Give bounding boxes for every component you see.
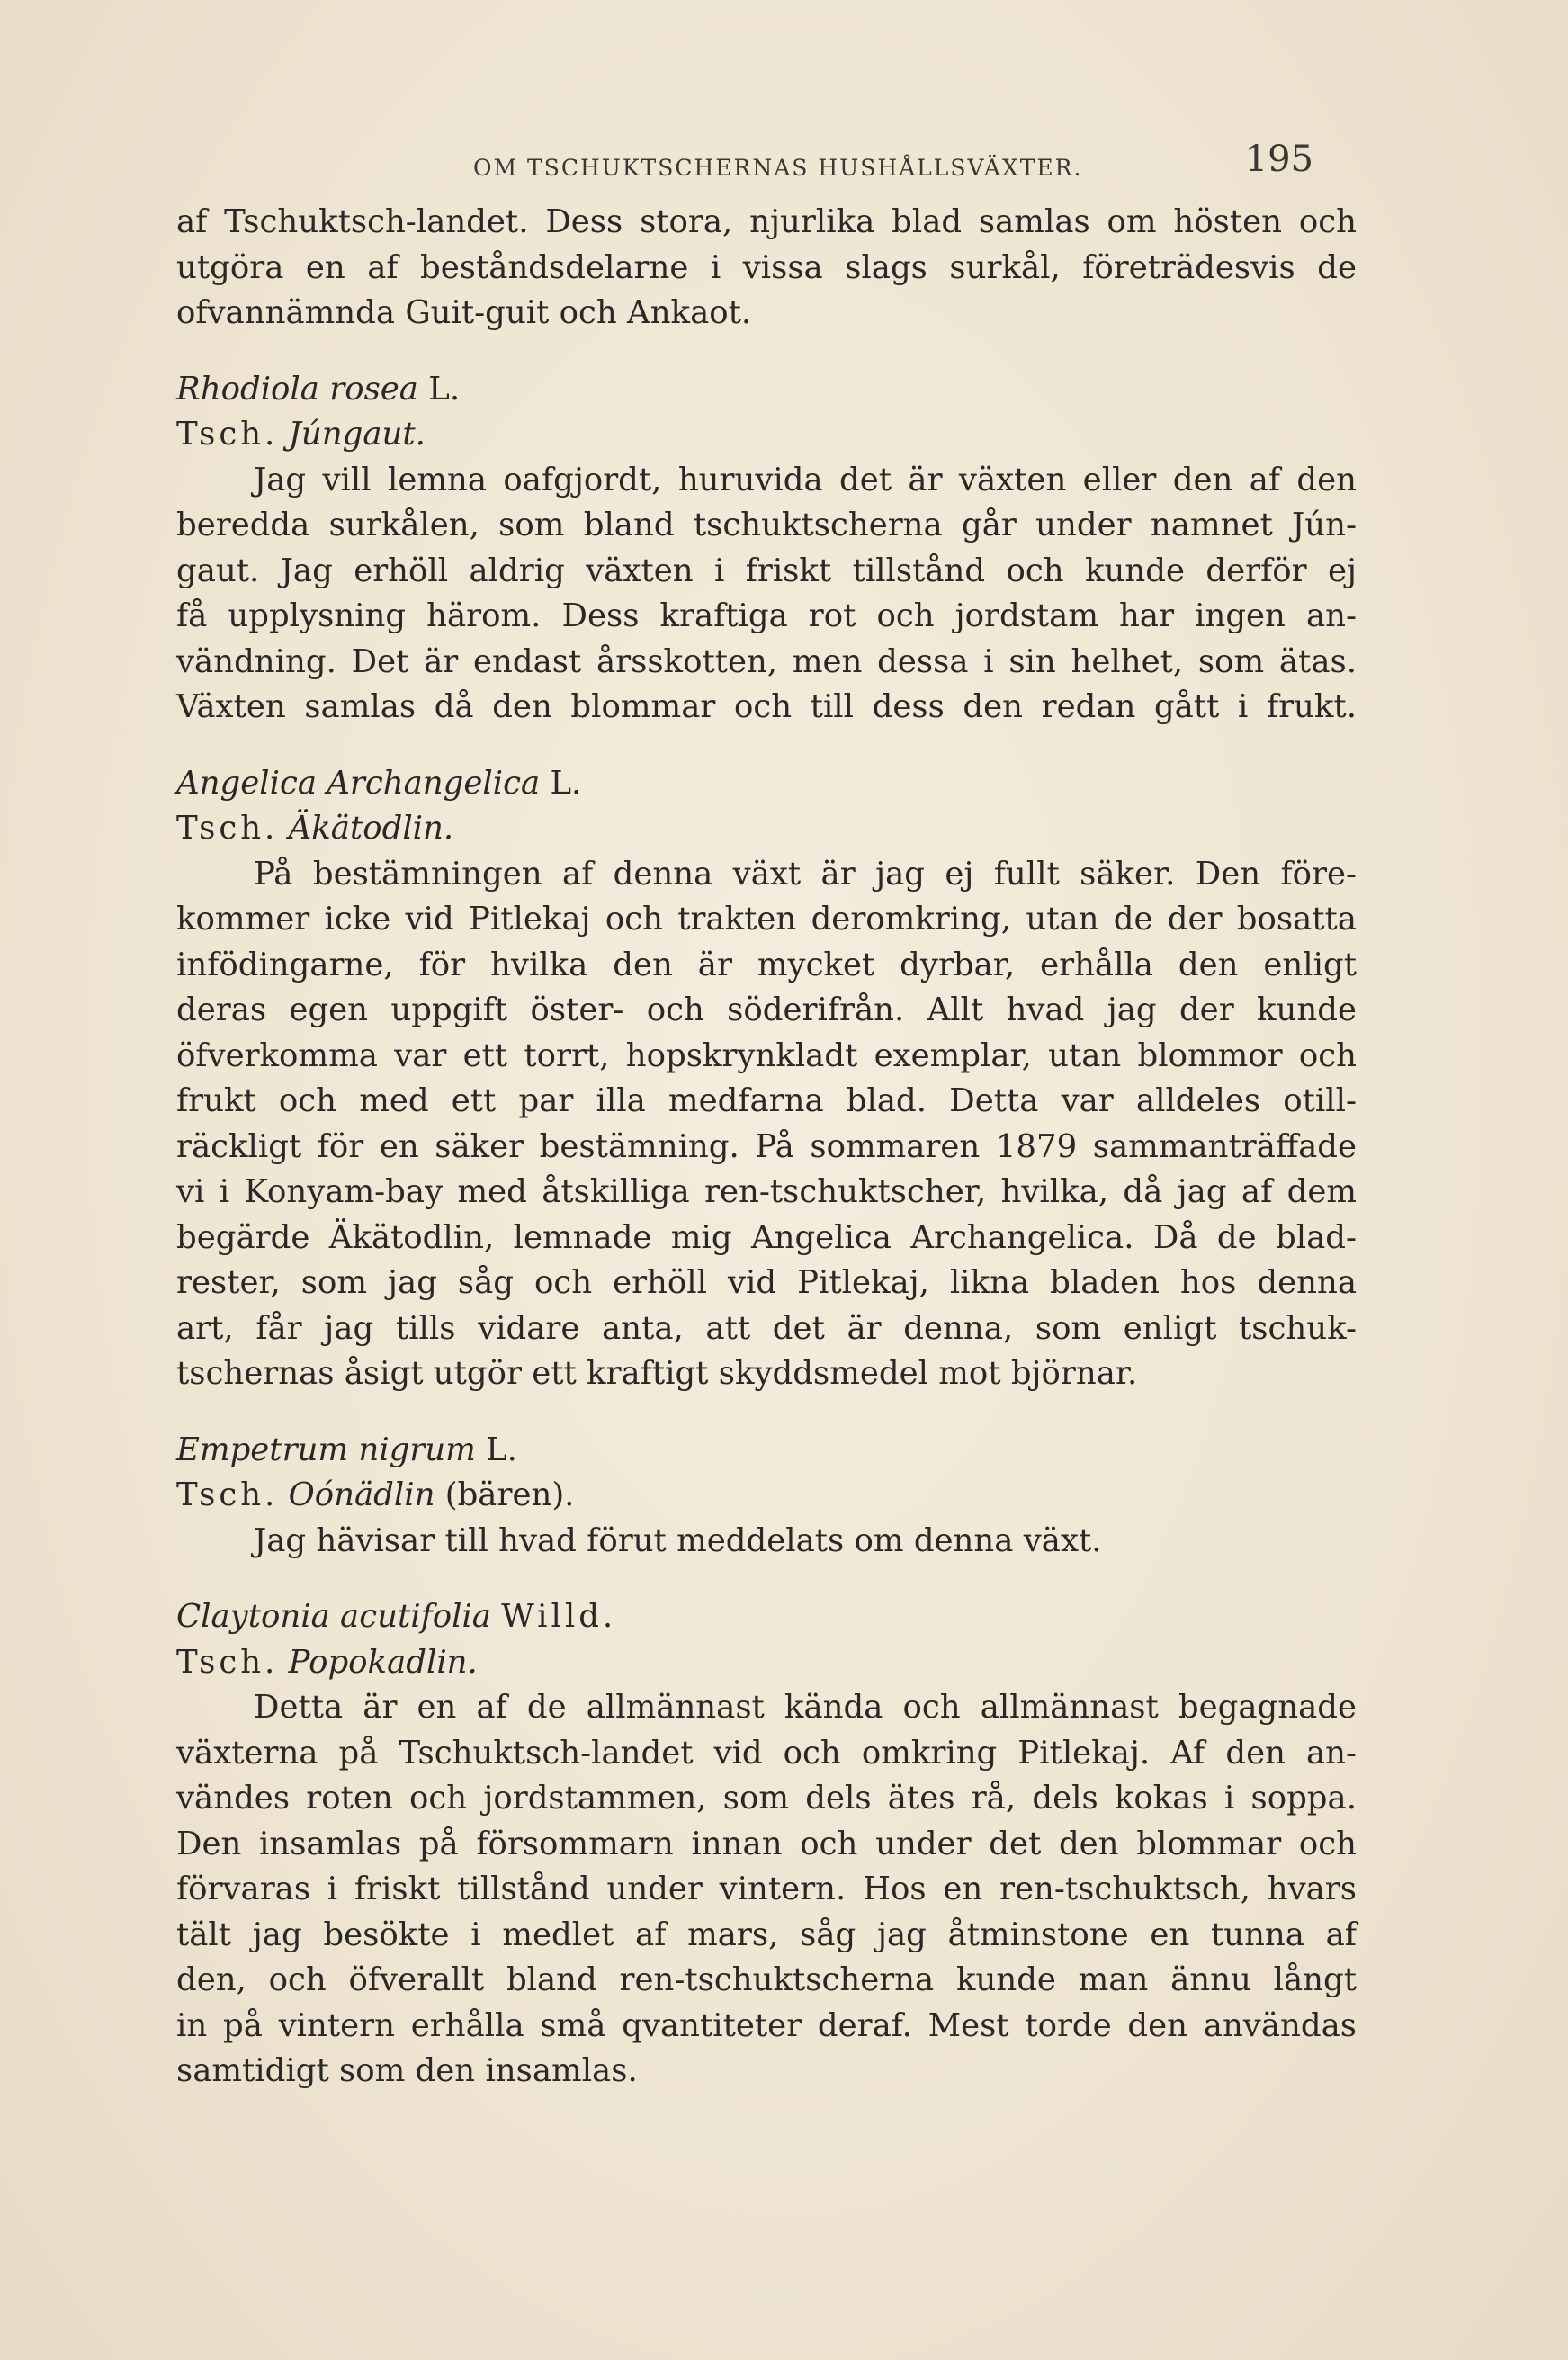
paragraph-line: Den insamlas på försommarn innan och under det den blommar och: [176, 1825, 1357, 1862]
tsch-label: Tsch.: [176, 1476, 279, 1513]
page-header: [176, 126, 1357, 200]
species-entry: [176, 1428, 1357, 1565]
paragraph-line: vändning. Det är endast årsskotten, men dessa i sin helhet, som ätas.: [176, 642, 1357, 680]
species-authority: L.: [428, 370, 461, 408]
native-name-line: [176, 412, 1357, 458]
species-entry: [176, 367, 1357, 731]
paragraph-line: På bestämningen af denna växt är jag ej fullt säker. Den före-: [254, 855, 1357, 893]
paragraph-line: samtidigt som den insamlas.: [176, 2052, 638, 2089]
native-name: Júngaut.: [288, 416, 426, 453]
paragraph-line: tält jag besökte i medlet af mars, såg jag åtminstone en tunna af: [176, 1916, 1357, 1953]
paragraph-line: vändes roten och jordstammen, som dels ätes rå, dels kokas i soppa.: [176, 1780, 1357, 1817]
species-name: Angelica Archangelica: [176, 764, 541, 802]
species-authority: L.: [550, 764, 582, 802]
species-heading: [176, 761, 1357, 807]
species-entry: [176, 761, 1357, 1397]
paragraph-line: infödingarne, för hvilka den är mycket dyrbar, erhålla den enligt: [176, 946, 1357, 983]
native-name: Popokadlin.: [288, 1643, 478, 1681]
running-title: OM TSCHUKTSCHERNAS HUSHÅLLSVÄXTER.: [473, 155, 1083, 181]
paragraph-line: art, får jag tills vidare anta, att det är denna, som enligt tschuk-: [176, 1309, 1357, 1347]
paragraph-line: få upplysning härom. Dess kraftiga rot och jordstam har ingen an-: [176, 597, 1357, 634]
native-name: Oónädlin: [288, 1476, 435, 1513]
paragraph-line: beredda surkålen, som bland tschuktscherna går under namnet Jún-: [176, 507, 1357, 543]
paragraph-line: kommer icke vid Pitlekaj och trakten deromkring, utan de der bosatta: [176, 901, 1357, 938]
species-name: Rhodiola rosea: [176, 370, 418, 408]
species-heading: [176, 1428, 1357, 1474]
paragraph-line: rester, som jag såg och erhöll vid Pitlekaj, likna bladen hos denna: [176, 1264, 1357, 1301]
paragraph-line: gaut. Jag erhöll aldrig växten i friskt tillstånd och kunde derför ej: [176, 552, 1357, 589]
paragraph-line: tschernas åsigt utgör ett kraftigt skyddsmedel mot björnar.: [176, 1355, 1138, 1392]
page-number: 195: [1244, 139, 1313, 180]
native-name-line: [176, 806, 1357, 852]
page-text-block: [176, 126, 1357, 2095]
tsch-label: Tsch.: [176, 416, 279, 453]
paragraph-line: Jag hävisar till hvad förut meddelats om denna växt.: [254, 1521, 1102, 1559]
paragraph-line: Växten samlas då den blommar och till dess den redan gått i frukt.: [176, 688, 1357, 725]
paragraph-line: räckligt för en säker bestämning. På sommaren 1879 sammanträffade: [176, 1127, 1357, 1165]
paragraph-line: vi i Konyam-bay med åtskilliga ren-tschuktscher, hvilka, då jag af dem: [176, 1173, 1357, 1210]
species-entry: [176, 1594, 1357, 2095]
paragraph-line: förvaras i friskt tillstånd under vintern. Hos en ren-tschuktsch, hvars: [176, 1871, 1357, 1907]
species-authority: L.: [486, 1431, 517, 1468]
paragraph-line: Detta är en af de allmännast kända och allmännast begagnade: [254, 1689, 1357, 1726]
intro-paragraph: [176, 200, 1357, 337]
species-heading: [176, 1594, 1357, 1640]
tsch-label: Tsch.: [176, 810, 279, 847]
paragraph-line: begärde Äkätodlin, lemnade mig Angelica Archangelica. Då de blad-: [176, 1218, 1357, 1256]
tsch-label: Tsch.: [176, 1643, 279, 1681]
native-name-line: [176, 1640, 1357, 1686]
species-heading: [176, 367, 1357, 413]
paragraph-line: frukt och med ett par illa medfarna blad. Detta var alldeles otill-: [176, 1082, 1357, 1119]
paragraph-line: deras egen uppgift öster- och söderifrån. Allt hvad jag der kunde: [176, 992, 1357, 1028]
paragraph-line: ofvannämnda Guit-guit och Ankaot.: [176, 294, 752, 331]
paragraph-line: utgöra en af beståndsdelarne i vissa slags surkål, företrädesvis de: [176, 248, 1357, 286]
species-name: Empetrum nigrum: [176, 1431, 476, 1468]
paragraph-line: Jag vill lemna oafgjordt, huruvida det är växten eller den af den: [254, 461, 1357, 498]
paragraph-line: den, och öfverallt bland ren-tschuktscherna kunde man ännu långt: [176, 1961, 1357, 1998]
native-name-line: [176, 1473, 1357, 1519]
native-suffix: (bären).: [435, 1476, 575, 1513]
paragraph-line: växterna på Tschuktsch-landet vid och omkring Pitlekaj. Af den an-: [176, 1734, 1357, 1772]
paragraph-line: in på vintern erhålla små qvantiteter deraf. Mest torde den användas: [176, 2006, 1357, 2044]
paragraph-line: af Tschuktsch-landet. Dess stora, njurlika blad samlas om hösten och: [176, 203, 1357, 240]
paragraph-line: öfverkomma var ett torrt, hopskrynkladt exemplar, utan blommor och: [176, 1036, 1357, 1074]
native-name: Äkätodlin.: [288, 810, 454, 847]
species-authority: Willd.: [501, 1598, 617, 1635]
species-name: Claytonia acutifolia: [176, 1598, 491, 1635]
